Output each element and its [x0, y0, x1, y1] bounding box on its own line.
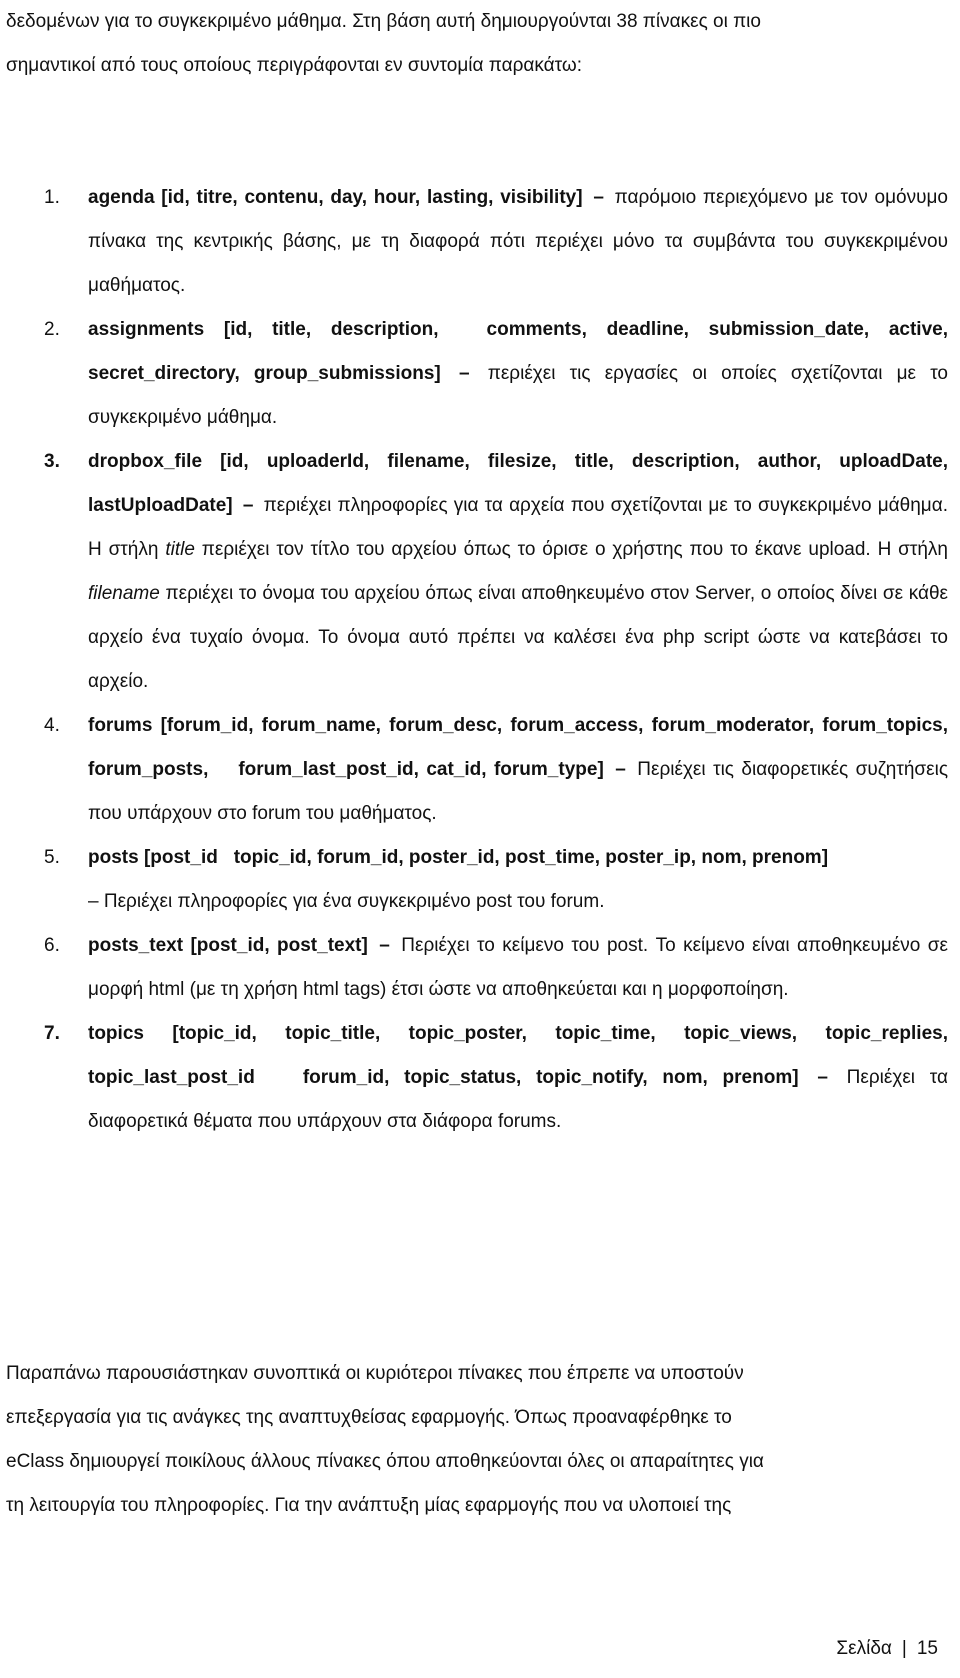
page-number: 15	[916, 1638, 938, 1659]
table-signature-cont: comments, deadline, submission_date, active, secret_directory, group_submissions]	[88, 319, 948, 384]
dash: –	[615, 759, 626, 780]
dash: –	[593, 187, 604, 208]
item-number: 5.	[44, 847, 60, 868]
dash: –	[88, 891, 99, 912]
table-signature: posts_text [post_id, post_text]	[88, 935, 368, 956]
page-footer	[836, 1638, 938, 1660]
table-signature: dropbox_file [id, uploaderId, filename, filesize, title, description, author, uploadDate, lastUploadDate]	[88, 451, 948, 516]
table-signature: topics [topic_id, topic_title, topic_poster, topic_time, topic_views, topic_replies, topic_last_post_id	[88, 1023, 948, 1088]
item-description: περιέχει πληροφορίες για τα αρχεία που σχετίζονται με το συγκεκριμένο μάθημα. Η στήλη	[88, 495, 949, 560]
intro-paragraph	[6, 0, 946, 88]
footer-separator: |	[901, 1638, 907, 1659]
dash: –	[458, 363, 470, 384]
closing-paragraph	[6, 1352, 948, 1528]
list-item	[0, 1012, 948, 1144]
item-description: Περιέχει τα διαφορετικά θέματα που υπάρχουν στα διάφορα forums.	[88, 1067, 948, 1132]
item-description: Περιέχει πληροφορίες για ένα συγκεκριμένο post του forum.	[103, 891, 605, 912]
item-number: 4.	[44, 715, 60, 736]
table-signature: assignments [id, title, description,	[88, 319, 439, 340]
column-name-filename: filename	[88, 583, 160, 604]
item-description-end: περιέχει το όνομα του αρχείου όπως είναι αποθηκευμένο στον Server, ο οποίος δίνει σε κάθε αρχείο ένα τυχαίο όνομα. Το όνομα αυτό πρέπει να καλέσει ένα php script ώστε να κατεβάσει το αρχείο.	[88, 583, 949, 692]
item-description: περιέχει τις εργασίες οι οποίες σχετίζονται με το συγκεκριμένο μάθημα.	[88, 363, 948, 428]
column-name-title: title	[165, 539, 195, 560]
table-signature-cont: forum_last_post_id, cat_id, forum_type]	[238, 759, 604, 780]
dash: –	[242, 495, 254, 516]
page-label: Σελίδα	[836, 1638, 892, 1659]
table-signature-cont: forum_id, topic_status, topic_notify, nom, prenom]	[302, 1067, 799, 1088]
table-signature: forums [forum_id, forum_name, forum_desc, forum_access, forum_moderator, forum_topics, forum_posts,	[88, 715, 948, 780]
list-item	[0, 308, 948, 440]
intro-line-2: σημαντικοί από τους οποίους περιγράφονται εν συντομία παρακάτω:	[6, 55, 583, 76]
item-number: 7.	[44, 1023, 60, 1044]
item-description: Περιέχει το κείμενο του post. Το κείμενο είναι αποθηκευμένο σε μορφή html (με τη χρήση html tags) έτσι ώστε να αποθηκεύεται και η μορφοποίηση.	[88, 935, 948, 1000]
table-signature-cont: topic_id, forum_id, poster_id, post_time, poster_ip, nom, prenom]	[233, 847, 829, 868]
item-number: 1.	[44, 187, 60, 208]
outro-line-2: επεξεργασία για τις ανάγκες της αναπτυχθείσας εφαρμογής. Όπως προαναφέρθηκε το	[6, 1407, 732, 1428]
list-item	[0, 924, 948, 1012]
list-item	[0, 704, 948, 836]
list-item	[0, 440, 948, 704]
outro-line-4: τη λειτουργία του πληροφορίες. Για την ανάπτυξη μίας εφαρμογής που να υλοποιεί της	[6, 1495, 732, 1516]
item-description: Περιέχει τις διαφορετικές συζητήσεις που υπάρχουν στο forum του μαθήματος.	[88, 759, 949, 824]
item-description-cont: περιέχει τον τίτλο του αρχείου όπως το όρισε ο χρήστης που το έκανε upload. Η στήλη	[201, 539, 949, 560]
dash: –	[817, 1067, 828, 1088]
table-signature: posts [post_id	[88, 847, 218, 868]
dash: –	[379, 935, 390, 956]
table-list	[0, 176, 960, 1144]
item-description: παρόμοιο περιεχόμενο με τον ομόνυμο πίνακα της κεντρικής βάσης, με τη διαφορά πότι περιέχει μόνο τα συμβάντα του συγκεκριμένου μαθήματος.	[88, 187, 949, 296]
item-number: 3.	[44, 451, 60, 472]
item-number: 2.	[44, 319, 60, 340]
list-item	[0, 176, 948, 308]
outro-line-3: eClass δημιουργεί ποικίλους άλλους πίνακες όπου αποθηκεύονται όλες οι απαραίτητες για	[6, 1451, 764, 1472]
item-number: 6.	[44, 935, 60, 956]
table-signature: agenda [id, titre, contenu, day, hour, lasting, visibility]	[88, 187, 583, 208]
outro-line-1: Παραπάνω παρουσιάστηκαν συνοπτικά οι κυριότεροι πίνακες που έπρεπε να υποστούν	[6, 1363, 744, 1384]
intro-line-1: δεδομένων για το συγκεκριμένο μάθημα. Στη βάση αυτή δημιουργούνται 38 πίνακες οι πιο	[6, 11, 761, 32]
list-item	[0, 836, 948, 924]
